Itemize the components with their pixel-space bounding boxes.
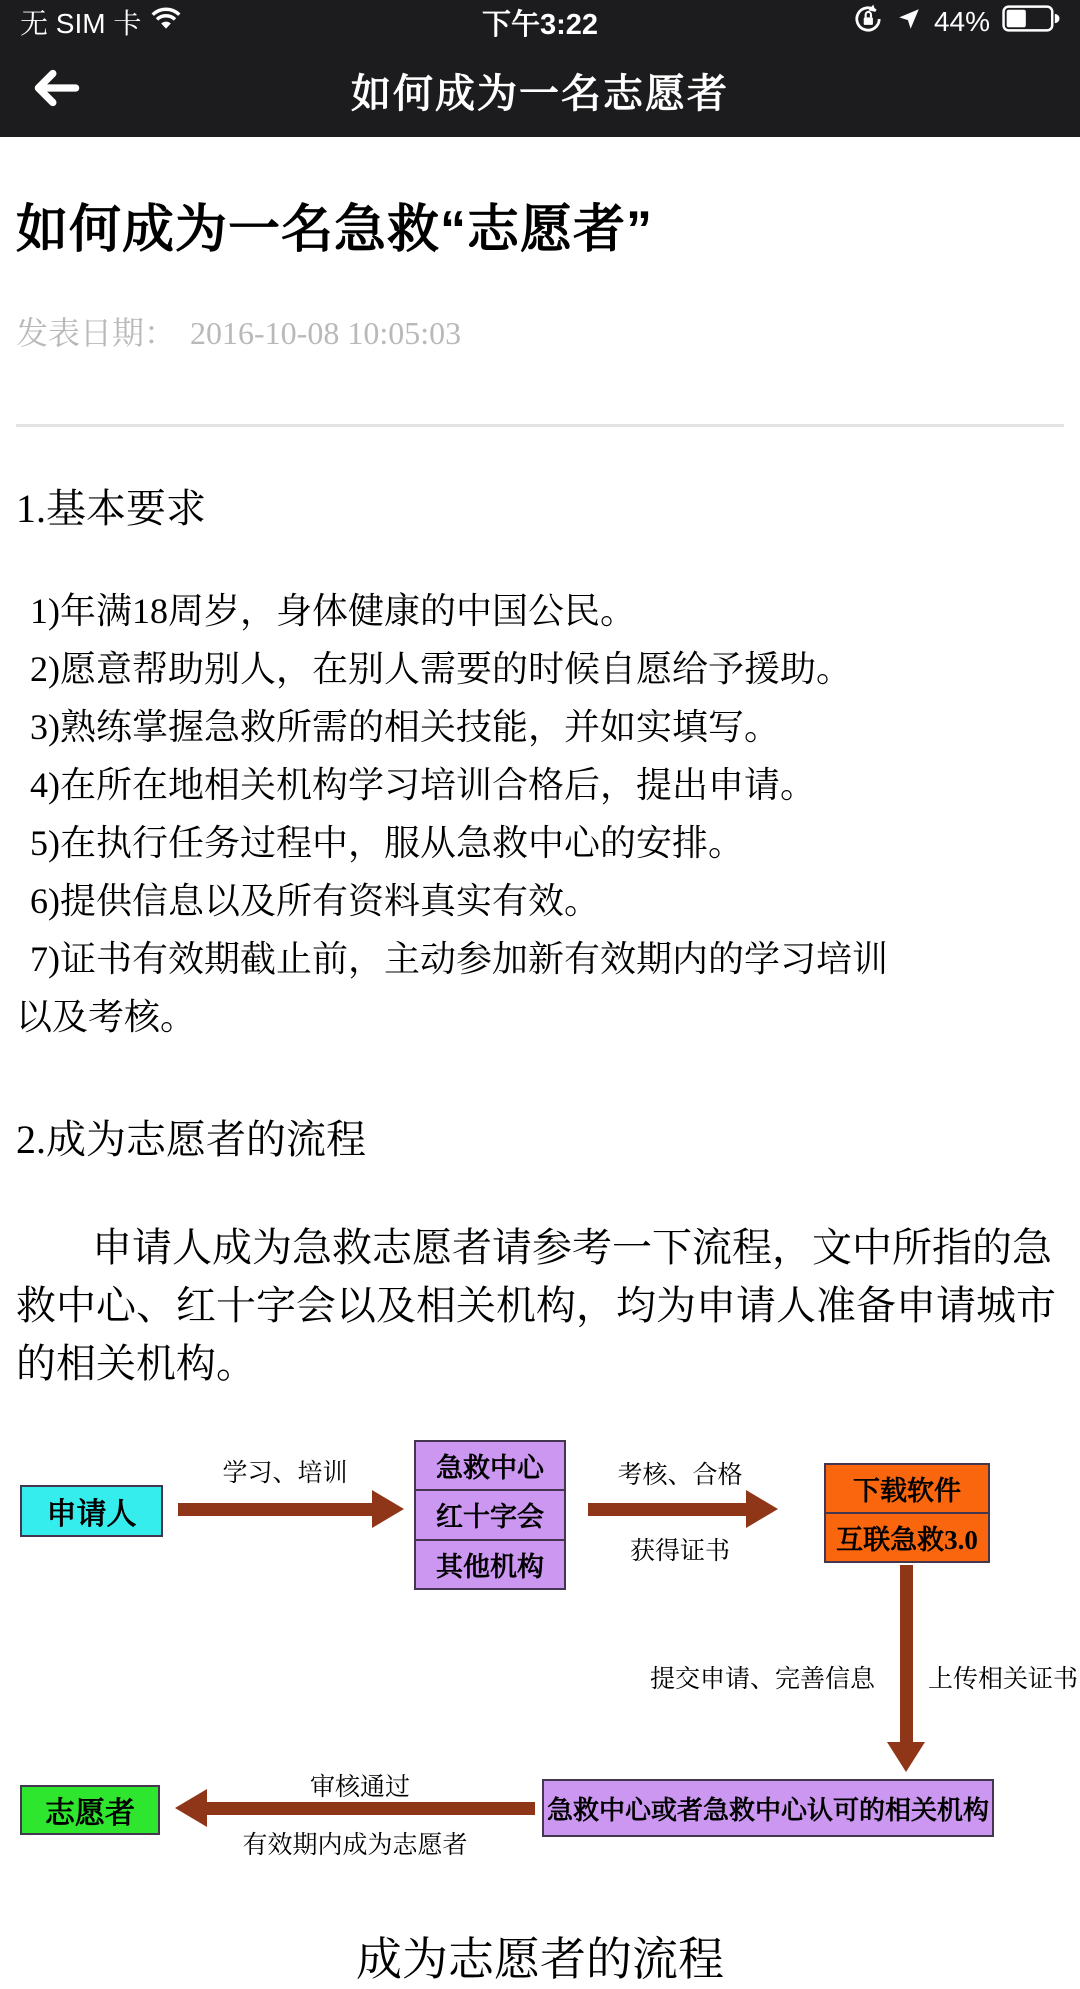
- requirement-item-3: 3)熟练掌握急救所需的相关技能，并如实填写。: [30, 707, 780, 747]
- org-box-row-1: 急救中心: [416, 1442, 564, 1489]
- publish-date: [16, 308, 1064, 354]
- section-heading-requirements: 1.基本要求: [16, 486, 206, 531]
- app-header: [0, 0, 1080, 137]
- requirement-item-6: 6)提供信息以及所有资料真实有效。: [30, 881, 600, 921]
- step2-label-bottom: 获得证书: [629, 1538, 730, 1565]
- requirement-item-7: 7)证书有效期截止前，主动参加新有效期内的学习培训以及考核。: [16, 939, 888, 1037]
- back-button[interactable]: [28, 66, 88, 116]
- article: [0, 187, 1080, 1989]
- org-box-row-3: 其他机构: [416, 1539, 564, 1588]
- back-arrow-icon: [28, 65, 86, 116]
- org-box: [414, 1440, 566, 1590]
- process-paragraph: 申请人成为急救志愿者请参考一下流程，文中所指的急救中心、红十字会以及相关机构，均为申请人准备申请城市的相关机构。: [16, 1225, 1056, 1386]
- approve-arrow-label-bottom: 有效期内成为志愿者: [242, 1832, 468, 1859]
- submit-arrow-body: [900, 1565, 913, 1742]
- requirements-list: [16, 582, 906, 1046]
- battery-icon: [1002, 5, 1060, 39]
- step1-label: 学习、培训: [222, 1460, 348, 1487]
- requirement-item-4: 4)在所在地相关机构学习培训合格后，提出申请。: [30, 765, 816, 805]
- nav-bar: [0, 44, 1080, 137]
- section-heading-process: 2.成为志愿者的流程: [16, 1117, 366, 1162]
- download-box: [824, 1463, 990, 1563]
- rotation-lock-icon: [852, 3, 884, 42]
- flowchart-caption: 成为志愿者的流程: [356, 1934, 724, 1985]
- approve-arrow-label-top: 审核通过: [309, 1774, 410, 1801]
- exam-arrow-head-icon: [746, 1490, 778, 1528]
- learn-arrow-body: [178, 1503, 372, 1516]
- status-time: 下午3:22: [481, 8, 599, 41]
- battery-percent-label: 44%: [933, 6, 990, 37]
- step2-label-top: 考核、合格: [617, 1462, 743, 1489]
- volunteer-box: 志愿者: [20, 1785, 160, 1835]
- applicant-box: 申请人: [20, 1485, 163, 1537]
- submit-arrow-head-icon: [887, 1742, 925, 1772]
- requirement-item-1: 1)年满18周岁，身体健康的中国公民。: [30, 591, 636, 631]
- submit-arrow-label-left: 提交申请、完善信息: [649, 1666, 875, 1693]
- download-box-row-1: 下载软件: [826, 1465, 988, 1512]
- center-org-box: 急救中心或者急救中心认可的相关机构: [542, 1779, 994, 1837]
- wifi-icon: [151, 6, 181, 38]
- requirement-item-5: 5)在执行任务过程中，服从急救中心的安排。: [30, 823, 744, 863]
- download-box-row-2: 互联急救3.0: [826, 1512, 988, 1561]
- submit-arrow-label-right: 上传相关证书: [928, 1666, 1079, 1693]
- approve-arrow-body: [205, 1802, 535, 1815]
- publish-date-value: 2016-10-08 10:05:03: [190, 315, 462, 351]
- exam-arrow-body: [588, 1503, 746, 1516]
- publish-date-label: 发表日期：: [16, 315, 177, 351]
- learn-arrow-head-icon: [372, 1490, 404, 1528]
- org-box-row-2: 红十字会: [416, 1489, 564, 1538]
- status-bar: [0, 0, 1080, 44]
- divider: [16, 424, 1064, 427]
- requirement-item-2: 2)愿意帮助别人，在别人需要的时候自愿给予援助。: [30, 649, 852, 689]
- approve-arrow-head-icon: [175, 1789, 207, 1827]
- article-title: 如何成为一名急救“志愿者”: [16, 201, 654, 259]
- carrier-label: 无 SIM 卡: [20, 8, 142, 39]
- volunteer-flowchart: [0, 1427, 1080, 1867]
- page-title: 如何成为一名志愿者: [351, 72, 729, 116]
- location-icon: [896, 6, 922, 39]
